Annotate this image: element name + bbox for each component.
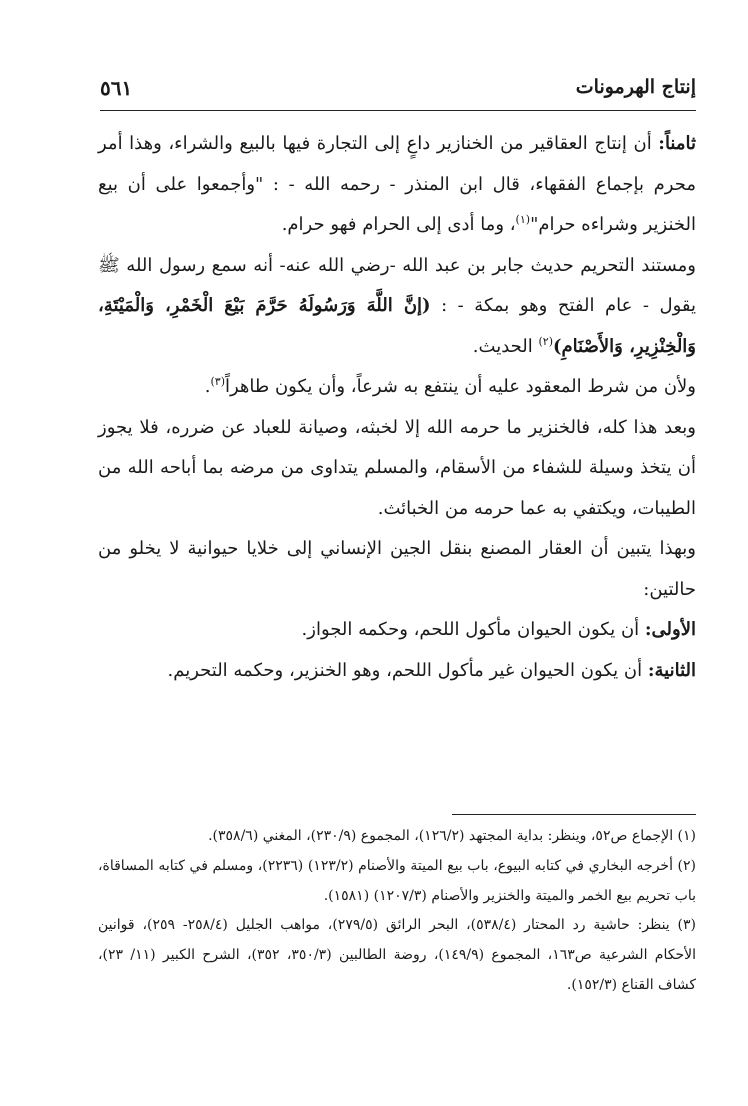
paragraph-condition: [98, 367, 696, 408]
footnotes: [98, 822, 696, 1001]
main-text: [98, 124, 696, 691]
page-header: [100, 76, 696, 110]
paragraph-text: ، وما أدى إلى الحرام فهو حرام.: [281, 214, 516, 235]
footnote-ref-2[interactable]: (٢): [538, 334, 553, 348]
heading-eighth: ثامناً:: [658, 133, 696, 154]
page-number: ٥٦١: [100, 76, 133, 100]
hadith-quote: (إنَّ اللَّهَ وَرَسُولَهُ حَرَّمَ بَيْعَ الْخَمْرِ، وَالْمَيْتَةِ، وَالْخِنْزِيرِ، وَالأَصْنَامِ): [98, 295, 696, 357]
paragraph-text: أن يكون الحيوان غير مأكول اللحم، وهو الخنزير، وحكمه التحريم.: [167, 659, 648, 681]
paragraph-text: الحديث.: [472, 335, 539, 357]
footnote-ref-3[interactable]: (٣): [210, 375, 225, 388]
paragraph-text: أن إنتاج العقاقير من الخنازير داعٍ إلى التجارة فيها بالبيع والشراء، وهذا أمر محرم بإجماع الفقهاء، قال ابن المنذر - رحمه الله - : "وأجمعوا على أن بيع الخنزير وشراءه حرام": [98, 133, 696, 235]
paragraph-conclusion: وبعد هذا كله، فالخنزير ما حرمه الله إلا لخبثه، وصيانة للعباد عن ضرره، فلا يجوز أن يتخذ وسيلة للشفاء من الأسقام، والمسلم يتداوى من مرضه بما أباحه الله من الطيبات، ويكتفي به عما حرمه من الخبائث.: [98, 416, 696, 519]
paragraph-eighth: [98, 124, 696, 246]
heading-first: الأولى:: [644, 619, 696, 640]
header-divider: [100, 110, 696, 111]
footnote-2: (٢) أخرجه البخاري في كتابه البيوع، باب بيع الميتة والأصنام (١٢٣/٢) (٢٢٣٦)، ومسلم في كتابه المساقاة، باب تحريم بيع الخمر والميتة والخنزير والأصنام (١٢٠٧/٣) (١٥٨١).: [98, 857, 697, 904]
footnote-3: (٣) ينظر: حاشية رد المحتار (٥٣٨/٤)، البحر الرائق (٢٧٩/٥)، مواهب الجليل (٢٥٨/٤- ٢٥٩)، قوانين الأحكام الشرعية ص١٦٣، المجموع (١٤٩/٩)، روضة الطالبين (٣٥٠/٣، ٣٥٢)، الشرح الكبير (١١/ ٢٣)، كشاف القناع (١٥٢/٣).: [98, 917, 697, 993]
paragraph-text: أن يكون الحيوان مأكول اللحم، وحكمه الجواز.: [301, 619, 645, 640]
paragraph-two-cases: وبهذا يتبين أن العقار المصنع بنقل الجين الإنساني إلى خلايا حيوانية لا يخلو من حالتين:: [98, 538, 696, 600]
paragraph-text: ومستند التحريم حديث جابر بن عبد الله -رضي الله عنه- أنه سمع رسول الله ﷺ يقول - عام الفتح وهو بمكة - :: [98, 254, 697, 316]
paragraph-text: .: [204, 376, 211, 397]
footnote-divider: [452, 814, 696, 815]
paragraph-case-second: [98, 651, 696, 692]
running-title: إنتاج الهرمونات: [575, 76, 696, 98]
heading-second: الثانية:: [647, 659, 696, 681]
paragraph-case-first: [98, 610, 696, 651]
paragraph-text: ولأن من شرط المعقود عليه أن ينتفع به شرعاً، وأن يكون طاهراً: [225, 376, 696, 397]
footnote-ref-1[interactable]: (١): [515, 213, 531, 226]
paragraph-hadith: [98, 246, 696, 368]
footnote-1: (١) الإجماع ص٥٢، وينظر: بداية المجتهد (١٢٦/٢)، المجموع (٢٣٠/٩)، المغني (٣٥٨/٦).: [208, 828, 696, 844]
